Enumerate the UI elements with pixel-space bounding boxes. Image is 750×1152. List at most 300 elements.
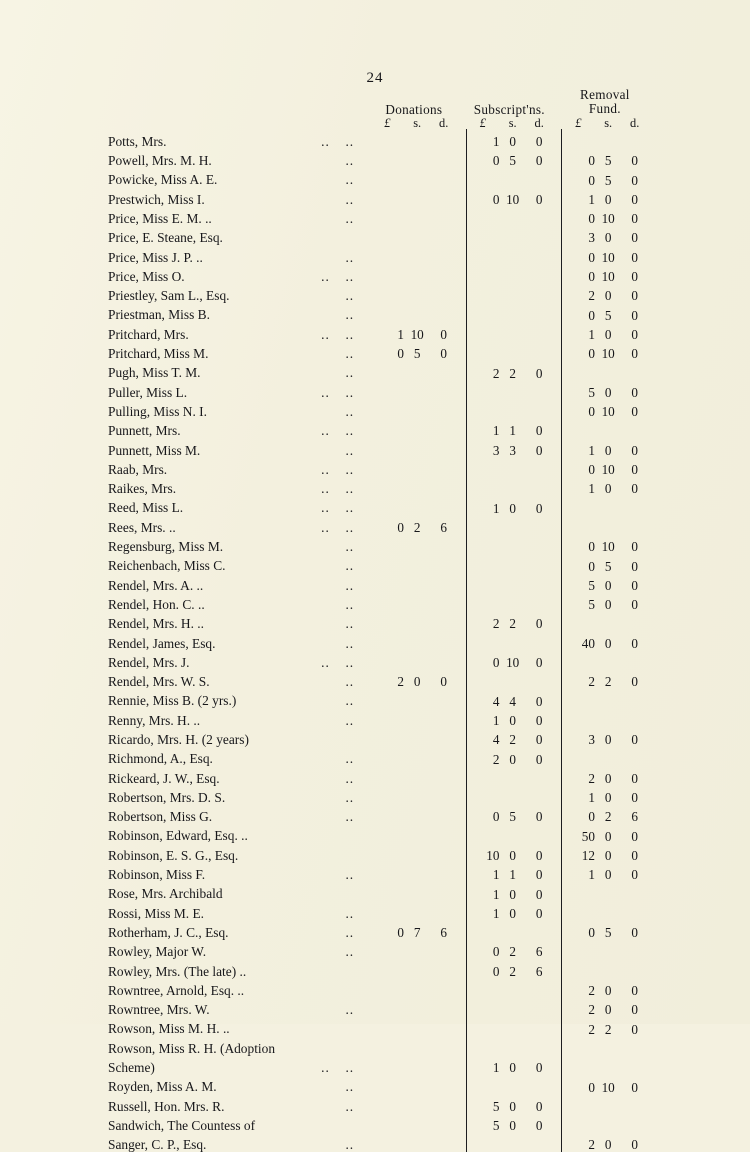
column-spacer bbox=[362, 399, 371, 418]
subscription-pounds: 4 bbox=[466, 727, 499, 746]
leader-dots: .. bbox=[345, 867, 355, 883]
leader-dots bbox=[313, 553, 337, 572]
donation-shillings bbox=[404, 978, 431, 997]
removal-fund-pounds: 0 bbox=[562, 399, 595, 418]
donation-pence bbox=[430, 746, 457, 765]
donation-shillings: 0 bbox=[413, 674, 421, 690]
column-spacer bbox=[457, 399, 466, 418]
column-group-headers bbox=[108, 88, 648, 117]
donation-pence bbox=[430, 476, 457, 495]
subscription-pounds: 0 bbox=[466, 939, 499, 958]
table-row bbox=[108, 496, 648, 515]
table-row bbox=[108, 438, 648, 457]
column-spacer bbox=[362, 283, 371, 302]
column-spacer bbox=[457, 418, 466, 437]
donation-pence bbox=[430, 129, 457, 148]
table-row bbox=[108, 804, 648, 823]
removal-fund-shillings bbox=[595, 1113, 622, 1132]
table-row bbox=[108, 515, 648, 534]
leader-dots: .. bbox=[321, 384, 330, 400]
column-spacer bbox=[552, 1113, 561, 1132]
removal-fund-pence: 0 bbox=[631, 442, 638, 458]
subscription-pence bbox=[526, 766, 553, 785]
subscription-shillings bbox=[499, 1017, 526, 1036]
removal-fund-pounds: 0 bbox=[562, 341, 595, 360]
subscription-pence: 0 bbox=[535, 153, 543, 169]
subscription-shillings bbox=[499, 669, 526, 688]
removal-fund-pence: 0 bbox=[631, 153, 638, 169]
removal-fund-pounds: 2 bbox=[562, 978, 595, 997]
ledger-table bbox=[108, 88, 648, 1152]
removal-fund-pence: 0 bbox=[631, 346, 638, 362]
donation-pounds bbox=[371, 534, 404, 553]
column-spacer bbox=[552, 862, 561, 881]
subscription-shillings bbox=[499, 766, 526, 785]
leader-dots: .. bbox=[345, 461, 355, 477]
table-row bbox=[108, 168, 648, 187]
column-spacer bbox=[362, 1055, 371, 1074]
leader-dots: .. bbox=[345, 191, 355, 207]
column-spacer bbox=[362, 476, 371, 495]
removal-fund-shillings: 0 bbox=[604, 326, 612, 342]
subscription-shillings bbox=[499, 920, 526, 939]
removal-fund-pounds: 1 bbox=[562, 476, 595, 495]
removal-fund-pounds: 5 bbox=[562, 573, 595, 592]
leader-dots bbox=[313, 399, 337, 418]
header-removal-shillings: s. bbox=[604, 115, 613, 130]
removal-fund-pounds: 2 bbox=[562, 283, 595, 302]
removal-fund-pounds bbox=[562, 1113, 595, 1132]
subscriber-name: Priestman, Miss B. bbox=[108, 307, 210, 323]
removal-fund-shillings: 0 bbox=[604, 1137, 612, 1152]
subscription-pence: 0 bbox=[535, 655, 543, 671]
subscriber-name: Robinson, Edward, Esq. .. bbox=[108, 828, 248, 844]
column-spacer bbox=[552, 496, 561, 515]
subscription-shillings bbox=[499, 225, 526, 244]
donation-pence: 0 bbox=[440, 346, 447, 362]
subscription-pounds: 0 bbox=[466, 804, 499, 823]
subscription-pence: 0 bbox=[535, 886, 543, 902]
donation-pence bbox=[430, 283, 457, 302]
removal-fund-pence: 0 bbox=[631, 172, 638, 188]
removal-fund-pence: 0 bbox=[631, 867, 638, 883]
leader-dots: .. bbox=[345, 153, 355, 169]
column-spacer bbox=[457, 631, 466, 650]
removal-fund-pounds: 40 bbox=[562, 631, 595, 650]
column-spacer bbox=[552, 592, 561, 611]
donation-shillings: 5 bbox=[413, 346, 421, 362]
leader-dots: .. bbox=[345, 1060, 355, 1076]
leader-dots bbox=[313, 669, 337, 688]
subscription-pounds bbox=[466, 631, 499, 650]
subscriber-name: Rendel, Mrs. H. .. bbox=[108, 616, 204, 632]
table-row bbox=[108, 206, 648, 225]
donation-shillings bbox=[404, 727, 431, 746]
subscriber-name: Rennie, Miss B. (2 yrs.) bbox=[108, 693, 237, 709]
column-spacer bbox=[552, 843, 561, 862]
column-spacer bbox=[457, 1055, 466, 1074]
subscription-shillings bbox=[499, 457, 526, 476]
column-spacer bbox=[552, 1094, 561, 1113]
removal-fund-shillings bbox=[595, 746, 622, 765]
donation-shillings bbox=[404, 804, 431, 823]
donation-shillings bbox=[404, 534, 431, 553]
donation-shillings bbox=[404, 708, 431, 727]
column-spacer bbox=[362, 611, 371, 630]
donation-shillings bbox=[404, 129, 431, 148]
donation-pence: 0 bbox=[440, 326, 447, 342]
donation-pence bbox=[430, 611, 457, 630]
subscription-shillings bbox=[499, 380, 526, 399]
table-row bbox=[108, 1017, 648, 1036]
subscription-pounds: 1 bbox=[466, 129, 499, 148]
donation-pounds: 0 bbox=[397, 925, 404, 941]
subscription-pence bbox=[526, 303, 553, 322]
column-spacer bbox=[552, 920, 561, 939]
column-spacer bbox=[362, 341, 371, 360]
leader-dots bbox=[338, 1113, 362, 1132]
removal-fund-pounds bbox=[562, 496, 595, 515]
removal-fund-pence: 0 bbox=[631, 404, 638, 420]
column-spacer bbox=[552, 399, 561, 418]
column-spacer bbox=[362, 708, 371, 727]
column-spacer bbox=[457, 341, 466, 360]
removal-fund-shillings bbox=[595, 515, 622, 534]
table-row bbox=[108, 1094, 648, 1113]
donation-shillings: 2 bbox=[413, 519, 421, 535]
column-spacer bbox=[457, 438, 466, 457]
column-spacer bbox=[362, 592, 371, 611]
column-spacer bbox=[362, 901, 371, 920]
subscription-shillings bbox=[499, 206, 526, 225]
donation-pence bbox=[430, 399, 457, 418]
column-spacer bbox=[457, 380, 466, 399]
table-row bbox=[108, 573, 648, 592]
column-spacer bbox=[552, 360, 561, 379]
donation-pence bbox=[430, 592, 457, 611]
removal-fund-pence bbox=[621, 515, 648, 534]
removal-fund-pounds bbox=[562, 939, 595, 958]
subscriber-name: Robinson, Miss F. bbox=[108, 867, 206, 883]
removal-fund-pence: 0 bbox=[631, 635, 638, 651]
column-spacer bbox=[362, 939, 371, 958]
table-row bbox=[108, 187, 648, 206]
donation-pounds bbox=[371, 438, 404, 457]
leader-dots bbox=[338, 1017, 362, 1036]
subscription-shillings bbox=[499, 245, 526, 264]
column-spacer bbox=[552, 997, 561, 1016]
leader-dots bbox=[313, 978, 337, 997]
column-spacer bbox=[362, 727, 371, 746]
table-row bbox=[108, 766, 648, 785]
table-row bbox=[108, 1036, 648, 1055]
removal-fund-pounds: 3 bbox=[562, 225, 595, 244]
removal-fund-pence bbox=[621, 650, 648, 669]
subscription-pence bbox=[526, 553, 553, 572]
subscriber-name: Raikes, Mrs. bbox=[108, 481, 177, 497]
removal-fund-shillings bbox=[595, 959, 622, 978]
column-spacer bbox=[362, 920, 371, 939]
removal-fund-shillings: 2 bbox=[604, 1021, 612, 1037]
table-row bbox=[108, 592, 648, 611]
subscription-pence: 0 bbox=[535, 423, 543, 439]
leader-dots: .. bbox=[321, 461, 330, 477]
column-spacer bbox=[362, 322, 371, 341]
removal-fund-pence: 0 bbox=[631, 732, 638, 748]
subscription-pounds: 2 bbox=[466, 746, 499, 765]
donation-pounds bbox=[371, 746, 404, 765]
table-row bbox=[108, 553, 648, 572]
donation-shillings bbox=[404, 881, 431, 900]
column-spacer bbox=[362, 669, 371, 688]
donation-pence bbox=[430, 862, 457, 881]
removal-fund-pence bbox=[621, 689, 648, 708]
subscriber-name: Sandwich, The Countess of bbox=[108, 1117, 256, 1133]
leader-dots bbox=[338, 978, 362, 997]
leader-dots: .. bbox=[345, 905, 355, 921]
column-spacer bbox=[552, 515, 561, 534]
removal-fund-pounds bbox=[562, 1036, 595, 1055]
removal-fund-pence bbox=[621, 1094, 648, 1113]
removal-fund-shillings: 5 bbox=[604, 307, 612, 323]
subscription-pence: 0 bbox=[535, 500, 543, 516]
subscription-pounds: 4 bbox=[466, 689, 499, 708]
header-removal-fund-line2: Fund. bbox=[588, 101, 621, 117]
column-spacer bbox=[457, 708, 466, 727]
leader-dots: .. bbox=[345, 442, 355, 458]
leader-dots: .. bbox=[345, 500, 355, 516]
subscriber-name: Rickeard, J. W., Esq. bbox=[108, 770, 220, 786]
removal-fund-pounds: 2 bbox=[562, 997, 595, 1016]
leader-dots: .. bbox=[345, 596, 355, 612]
removal-fund-shillings: 5 bbox=[604, 172, 612, 188]
subscriber-name: Potts, Mrs. bbox=[108, 133, 167, 149]
leader-dots: .. bbox=[345, 944, 355, 960]
donation-shillings bbox=[404, 959, 431, 978]
donation-pence bbox=[430, 939, 457, 958]
subscription-shillings: 1 bbox=[509, 867, 516, 883]
header-subscriptions-pounds: £ bbox=[479, 115, 486, 130]
donation-pounds bbox=[371, 881, 404, 900]
leader-dots: .. bbox=[345, 172, 355, 188]
column-spacer bbox=[552, 148, 561, 167]
header-donations: Donations bbox=[385, 102, 443, 118]
removal-fund-pence: 0 bbox=[631, 462, 638, 478]
donation-pence bbox=[430, 881, 457, 900]
subscription-pence: 0 bbox=[535, 365, 543, 381]
removal-fund-pounds bbox=[562, 1094, 595, 1113]
column-spacer bbox=[457, 766, 466, 785]
donation-pence bbox=[430, 824, 457, 843]
donation-pounds bbox=[371, 959, 404, 978]
column-spacer bbox=[362, 360, 371, 379]
column-spacer bbox=[552, 206, 561, 225]
column-spacer bbox=[457, 457, 466, 476]
subscription-pence bbox=[526, 245, 553, 264]
column-spacer bbox=[457, 148, 466, 167]
subscription-shillings: 10 bbox=[506, 655, 520, 671]
subscription-pounds bbox=[466, 283, 499, 302]
leader-dots: .. bbox=[345, 751, 355, 767]
donation-pence bbox=[430, 573, 457, 592]
donation-pounds bbox=[371, 843, 404, 862]
removal-fund-shillings bbox=[595, 1055, 622, 1074]
header-subscriptions: Subscript'ns. bbox=[473, 102, 545, 118]
donation-pence bbox=[430, 1094, 457, 1113]
leader-dots: .. bbox=[345, 789, 355, 805]
subscription-pounds: 0 bbox=[466, 187, 499, 206]
removal-fund-shillings: 2 bbox=[604, 674, 612, 690]
subscription-pence: 6 bbox=[535, 963, 543, 979]
donation-pence bbox=[430, 727, 457, 746]
donation-pence: 6 bbox=[440, 925, 447, 941]
column-spacer bbox=[552, 978, 561, 997]
subscription-shillings bbox=[499, 997, 526, 1016]
removal-fund-pounds bbox=[562, 746, 595, 765]
subscription-shillings bbox=[499, 1074, 526, 1093]
donation-pounds bbox=[371, 553, 404, 572]
leader-dots bbox=[338, 959, 362, 978]
subscription-pounds bbox=[466, 573, 499, 592]
removal-fund-pounds: 1 bbox=[562, 785, 595, 804]
leader-dots bbox=[313, 303, 337, 322]
table-row bbox=[108, 978, 648, 997]
subscriber-name: Russell, Hon. Mrs. R. bbox=[108, 1098, 225, 1114]
donation-pounds bbox=[371, 399, 404, 418]
donation-pounds bbox=[371, 592, 404, 611]
subscription-pounds bbox=[466, 1132, 499, 1151]
removal-fund-shillings: 10 bbox=[601, 346, 615, 362]
leader-dots: .. bbox=[345, 423, 355, 439]
donation-pounds bbox=[371, 1036, 404, 1055]
removal-fund-pence: 0 bbox=[631, 925, 638, 941]
leader-dots bbox=[313, 746, 337, 765]
removal-fund-shillings: 0 bbox=[604, 481, 612, 497]
leader-dots: .. bbox=[321, 268, 330, 284]
table-row bbox=[108, 997, 648, 1016]
column-spacer bbox=[362, 843, 371, 862]
subscription-pounds bbox=[466, 920, 499, 939]
subscriber-name: Royden, Miss A. M. bbox=[108, 1079, 217, 1095]
subscriber-name: Pulling, Miss N. I. bbox=[108, 403, 207, 419]
subscription-pence bbox=[526, 283, 553, 302]
leader-dots: .. bbox=[345, 384, 355, 400]
column-spacer bbox=[457, 187, 466, 206]
donation-pounds bbox=[371, 283, 404, 302]
column-spacer bbox=[552, 631, 561, 650]
donation-pounds bbox=[371, 129, 404, 148]
removal-fund-pence: 0 bbox=[631, 983, 638, 999]
column-spacer bbox=[552, 457, 561, 476]
removal-fund-pounds: 1 bbox=[562, 438, 595, 457]
column-spacer bbox=[457, 824, 466, 843]
donation-pence bbox=[430, 438, 457, 457]
column-spacer bbox=[552, 303, 561, 322]
donation-pence bbox=[430, 168, 457, 187]
donation-pence bbox=[430, 901, 457, 920]
leader-dots: .. bbox=[345, 635, 355, 651]
donation-shillings bbox=[404, 206, 431, 225]
column-spacer bbox=[552, 225, 561, 244]
subscription-shillings: 5 bbox=[509, 153, 516, 169]
subscriber-name: Punnett, Miss M. bbox=[108, 442, 201, 458]
column-spacer bbox=[552, 689, 561, 708]
donation-pence bbox=[430, 708, 457, 727]
subscriber-name: Price, Miss O. bbox=[108, 268, 185, 284]
table-row bbox=[108, 360, 648, 379]
column-spacer bbox=[457, 360, 466, 379]
removal-fund-pence bbox=[621, 360, 648, 379]
column-spacer bbox=[457, 727, 466, 746]
subscriber-name: Raab, Mrs. bbox=[108, 461, 168, 477]
donation-pence bbox=[430, 303, 457, 322]
removal-fund-shillings bbox=[595, 650, 622, 669]
column-spacer bbox=[457, 997, 466, 1016]
column-spacer bbox=[552, 611, 561, 630]
removal-fund-shillings: 2 bbox=[604, 809, 612, 825]
removal-fund-pounds: 1 bbox=[562, 862, 595, 881]
subscription-pence: 0 bbox=[535, 732, 543, 748]
subscription-pence bbox=[526, 669, 553, 688]
removal-fund-pence bbox=[621, 1055, 648, 1074]
subscriber-name: Price, Miss E. M. .. bbox=[108, 210, 212, 226]
removal-fund-pounds: 50 bbox=[562, 824, 595, 843]
subscription-pence: 0 bbox=[535, 847, 543, 863]
column-spacer bbox=[362, 1094, 371, 1113]
leader-dots bbox=[313, 631, 337, 650]
subscription-pounds: 1 bbox=[466, 862, 499, 881]
subscription-pounds: 0 bbox=[466, 148, 499, 167]
donation-shillings bbox=[404, 997, 431, 1016]
column-spacer bbox=[552, 785, 561, 804]
column-spacer bbox=[362, 534, 371, 553]
subscription-pence: 0 bbox=[535, 134, 543, 149]
leader-dots: .. bbox=[345, 558, 355, 574]
subscription-pounds bbox=[466, 168, 499, 187]
leader-dots bbox=[313, 862, 337, 881]
column-spacer bbox=[457, 862, 466, 881]
subscriber-name: Prestwich, Miss I. bbox=[108, 191, 205, 207]
removal-fund-shillings: 10 bbox=[601, 211, 615, 227]
donation-pounds bbox=[371, 168, 404, 187]
column-spacer bbox=[552, 669, 561, 688]
leader-dots bbox=[313, 148, 337, 167]
donation-pounds bbox=[371, 862, 404, 881]
table-row bbox=[108, 418, 648, 437]
donation-pounds bbox=[371, 476, 404, 495]
donation-pence bbox=[430, 804, 457, 823]
subscription-pounds bbox=[466, 785, 499, 804]
leader-dots: .. bbox=[321, 500, 330, 516]
donation-pounds bbox=[371, 418, 404, 437]
subscription-pounds bbox=[466, 245, 499, 264]
leader-dots bbox=[313, 785, 337, 804]
donation-shillings bbox=[404, 650, 431, 669]
removal-fund-pounds: 0 bbox=[562, 245, 595, 264]
donation-pounds bbox=[371, 380, 404, 399]
subscriber-name: Rossi, Miss M. E. bbox=[108, 905, 204, 921]
subscription-shillings bbox=[499, 534, 526, 553]
subscription-pence: 0 bbox=[535, 442, 543, 458]
column-spacer bbox=[457, 1132, 466, 1151]
table-row bbox=[108, 881, 648, 900]
subscriber-name: Powell, Mrs. M. H. bbox=[108, 153, 212, 169]
table-row bbox=[108, 476, 648, 495]
leader-dots bbox=[313, 573, 337, 592]
removal-fund-pounds: 2 bbox=[562, 766, 595, 785]
subscription-pence bbox=[526, 997, 553, 1016]
subscription-pounds bbox=[466, 1036, 499, 1055]
